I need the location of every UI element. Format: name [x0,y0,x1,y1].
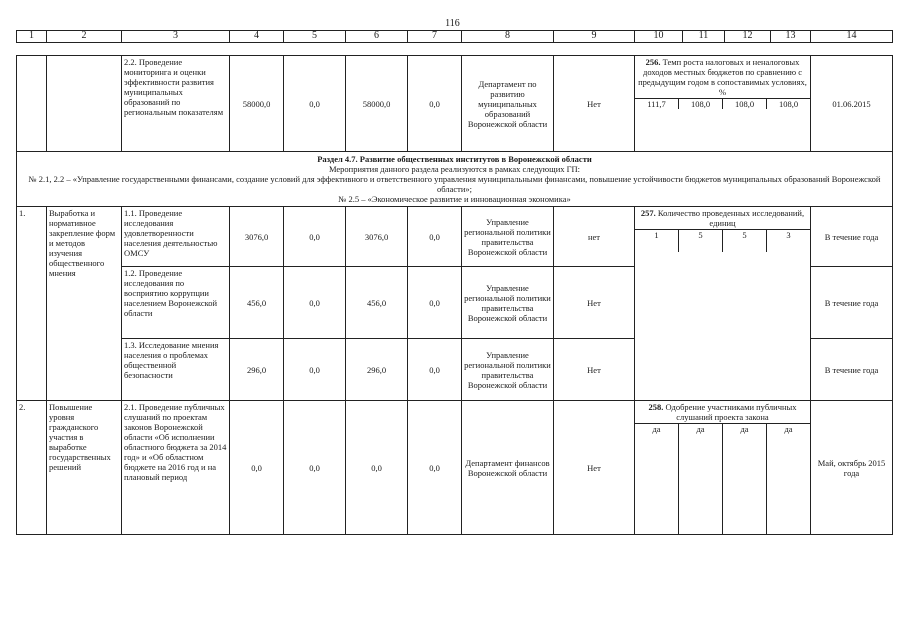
federal-cell: 0,0 [284,267,346,339]
executor-cell: Управление региональной политики правительства Воронежской области [462,339,554,401]
col-number: 8 [462,31,554,43]
executor-cell: Управление региональной политики правительства Воронежской области [462,207,554,267]
program-table [16,30,893,535]
executor-cell: Департамент финансов Воронежской области [462,401,554,535]
task-name: Повышение уровня гражданского участия в выработке государственных решений [47,401,122,535]
indicator-values: 111,7 108,0 108,0 108,0 [635,99,810,109]
deadline-cell: В течение года [811,207,893,267]
deadline-cell: В течение года [811,339,893,401]
activity-cell: 2.1. Проведение публичных слушаний по проектам законов Воронежской области «Об исполнении областного бюджета за 2014 год» и «Об областном бюджете на 2016 год и на плановый период [122,401,230,535]
section-title: Раздел 4.7. Развитие общественных институтов в Воронежской области [317,154,592,164]
federal-cell: 0,0 [284,339,346,401]
page-number: 116 [445,18,460,29]
total-cell: 58000,0 [230,56,284,152]
regional-cell: 3076,0 [346,207,408,267]
column-numbers-row [17,31,893,43]
col-number: 6 [346,31,408,43]
regional-cell: 296,0 [346,339,408,401]
col-number: 12 [725,31,771,43]
capital-cell: Нет [554,401,635,535]
table-row [17,401,893,535]
regional-cell: 58000,0 [346,56,408,152]
col-number: 1 [17,31,47,43]
table-row [17,207,893,267]
capital-cell: Нет [554,56,635,152]
federal-cell: 0,0 [284,401,346,535]
col-number: 3 [122,31,230,43]
section-line: № 2.1, 2.2 – «Управление государственными финансами, создание условий для эффективного и ответственного управления муниципальными финансами, повышение устойчивости бюджетов муниципальных образований Воронежской области»; [28,174,881,194]
activity-cell: 2.2. Проведение мониторинга и оценки эффективности развития муниципальных образований по региональным показателям [122,56,230,152]
municipal-cell: 0,0 [408,339,462,401]
section-line: Мероприятия данного раздела реализуются в рамках следующих ГП: [328,164,581,174]
col-number: 2 [47,31,122,43]
regional-cell: 0,0 [346,401,408,535]
indicator-cell [635,207,811,401]
indicator-title: 258. Одобрение участниками публичных слушаний проекта закона [635,401,810,424]
indicator-title: 257. Количество проведенных исследований, единиц [635,207,810,230]
indicator-cell [635,401,811,535]
section-line: № 2.5 – «Экономическое развитие и инновационная экономика» [338,194,571,204]
col-number: 14 [811,31,893,43]
col-number: 7 [408,31,462,43]
col-number: 9 [554,31,635,43]
col-number: 11 [683,31,725,43]
indicator-values: 1 5 5 3 [635,230,810,252]
capital-cell: Нет [554,267,635,339]
indicator-cell [635,56,811,152]
task-number: 2. [17,401,47,535]
indicator-values: да да да да [635,424,810,534]
regional-cell: 456,0 [346,267,408,339]
col-number: 4 [230,31,284,43]
deadline-cell: В течение года [811,267,893,339]
task-number: 1. [17,207,47,401]
municipal-cell: 0,0 [408,267,462,339]
section-header [17,152,893,207]
capital-cell: нет [554,207,635,267]
deadline-cell: 01.06.2015 [811,56,893,152]
total-cell: 0,0 [230,401,284,535]
executor-cell: Департамент по развитию муниципальных образований Воронежской области [462,56,554,152]
col-number: 5 [284,31,346,43]
deadline-cell: Май, октябрь 2015 года [811,401,893,535]
activity-cell: 1.3. Исследование мнения населения о проблемах общественной безопасности [122,339,230,401]
federal-cell: 0,0 [284,56,346,152]
federal-cell: 0,0 [284,207,346,267]
total-cell: 3076,0 [230,207,284,267]
total-cell: 456,0 [230,267,284,339]
col-number: 13 [771,31,811,43]
table-row [17,56,893,152]
task-name: Выработка и нормативное закрепление форм и методов изучения общественного мнения [47,207,122,401]
indicator-title: 256. Темп роста налоговых и неналоговых доходов местных бюджетов по сравнению с предыдущим годом в сопоставимых условиях, % [635,56,810,99]
executor-cell: Управление региональной политики правительства Воронежской области [462,267,554,339]
municipal-cell: 0,0 [408,207,462,267]
municipal-cell: 0,0 [408,401,462,535]
activity-cell: 1.2. Проведение исследования по восприятию коррупции населением Воронежской области [122,267,230,339]
activity-cell: 1.1. Проведение исследования удовлетворенности населения деятельностью ОМСУ [122,207,230,267]
capital-cell: Нет [554,339,635,401]
municipal-cell: 0,0 [408,56,462,152]
total-cell: 296,0 [230,339,284,401]
col-number: 10 [635,31,683,43]
